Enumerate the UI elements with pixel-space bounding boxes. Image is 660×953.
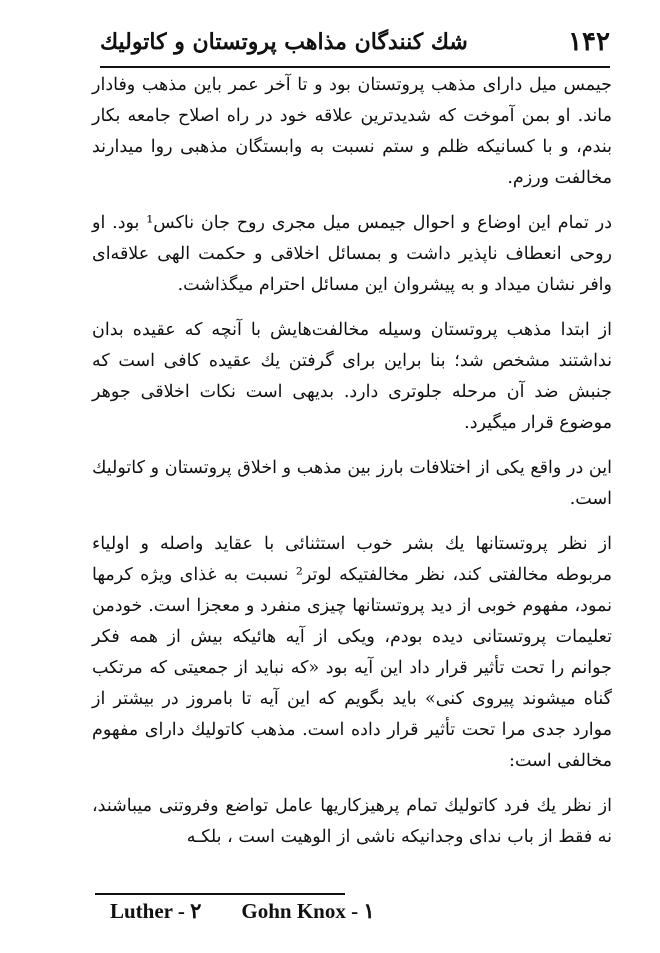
paragraph: از نظر يك فرد كاتوليك تمام پرهيزكاريها عامل تواضع وفروتنى ميباشند، نه فقط از باب نداى وجدانيكه ناشى از الوهيت است ، بلكـه xyxy=(92,796,612,847)
paragraph: از نظر پروتستانها يك بشر خوب استثنائى با عقايد واصله و اولياء مربوطه مخالفتى كند، نظر مخالفتيكه لوتر² نسبت به غذاى ويژه كرمها نمود، مفهوم خوبى از ديد پروتستانها چيزى منفرد و معجزا است. خودمن تعليمات پروتستانى ديده بودم، ويكى از آيه هائيكه بيش از همه فكر جوانم را تحت تأثير قرار داد اين آيه بود «كه نبايد از جمعيتى كه مرتكب گناه ميشوند پيروى كنى» بايد بگويم كه اين آيه تا بامروز در بيشتر از موارد جدى مرا تحت تأثير قرار داده است. مذهب كاتوليك داراى مفهوم مخالفى است: xyxy=(92,534,612,771)
page-header xyxy=(100,22,610,62)
footnote-rule xyxy=(95,893,345,895)
footnotes xyxy=(110,896,610,926)
footnote-luther: Luther - ۲ xyxy=(110,898,202,923)
paragraph: در تمام اين اوضاع و احوال جيمس ميل مجرى روح جان ناكس¹ بود. او روحى انعطاف ناپذير داشت و بمسائل اخلاقى و حكمت الهى علاقه‌اى وافر نشان ميداد و به پيشروان اين مسائل احترام ميگذاشت. xyxy=(92,213,612,295)
paragraph: جيمس ميل داراى مذهب پروتستان بود و تا آخر عمر باين مذهب وفادار ماند. او بمن آموخت كه شديدترين علاقه خود در راه اصلاح جامعه بكار بندم، و با كسانيكه ظلم و ستم نسبت به وابستگان مذهبى روا ميدارند مخالفت ورزم. xyxy=(92,75,612,188)
body-text xyxy=(92,70,612,853)
paragraph: اين در واقع يكى از اختلافات بارز بين مذهب و اخلاق پروتستان و كاتوليك است. xyxy=(92,458,612,509)
footnote-knox: Gohn Knox - ۱ xyxy=(241,898,375,923)
page-number: ۱۴۲ xyxy=(568,27,610,57)
running-title: شك كنندگان مذاهب پروتستان و كاتوليك xyxy=(100,29,468,55)
paragraph: از ابتدا مذهب پروتستان وسيله مخالفت‌هايش با آنچه كه عقيده بدان نداشتند مشخص شد؛ بنا براين براى گرفتن يك عقيده كافى است كه جنبش ضد آن مرحله جلوترى دارد. بديهى است نكات اخلاقى جوهر موضوع قرار ميگيرد. xyxy=(92,320,612,433)
header-rule xyxy=(100,66,610,68)
